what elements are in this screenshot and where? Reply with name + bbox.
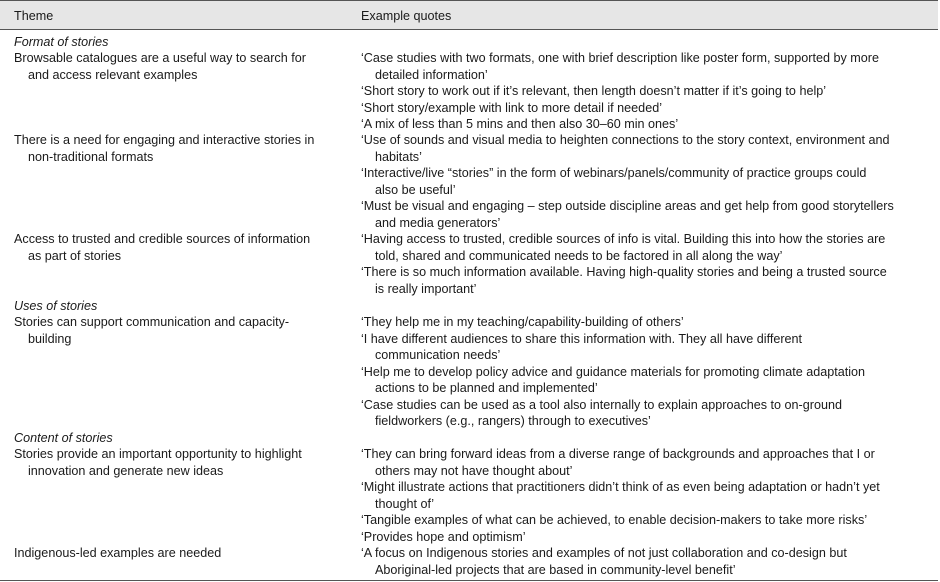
quote-text: ‘Must be visual and engaging – step outside discipline areas and get help from good storytellers [361,199,894,213]
quote [361,512,931,529]
quote [361,529,931,546]
quote-text: ‘I have different audiences to share this information with. They all have different [361,331,803,346]
quotes-column-header: Example quotes [361,9,452,23]
quote [361,50,931,83]
quote [361,314,931,331]
quote-text: ‘They can bring forward ideas from a diverse range of backgrounds and approaches that I or [361,447,875,461]
quote [361,397,931,430]
quote-text: ‘Tangible examples of what can be achieved, to enable decision-makers to take more risks’ [361,513,868,527]
quote-text: is really important’ [375,281,477,296]
quote-text: communication needs’ [375,348,501,362]
quote-text: ‘Short story to work out if it’s relevant, then length doesn’t matter if it’s going to help’ [361,84,827,98]
quote [361,132,931,165]
quote [361,331,931,364]
quote [361,446,931,479]
quote-text: ‘Case studies with two formats, one with brief description like poster form, supported by more [361,51,879,65]
quote-text: detailed information’ [375,67,488,82]
quote [361,545,931,578]
quote [361,83,931,100]
quote-text: fieldworkers (e.g., rangers) through to executives’ [375,414,651,428]
quote-text: and media generators’ [375,215,501,230]
quote-text: also be useful’ [375,182,456,197]
theme-text: Stories provide an important opportunity to highlight [14,447,302,461]
quote [361,264,931,297]
quote-text: ‘They help me in my teaching/capability-building of others’ [361,315,684,329]
quote-text: ‘Help me to develop policy advice and guidance materials for promoting climate adaptation [361,364,866,379]
quote-text: told, shared and communicated needs to be factored in all along the way’ [375,248,783,263]
quote [361,231,931,264]
quote [361,100,931,117]
quote-text: actions to be planned and implemented’ [375,381,598,395]
theme-text: as part of stories [28,248,122,263]
quote [361,479,931,512]
theme-text: non-traditional formats [28,149,154,164]
quote [361,165,931,198]
quote-text: thought of’ [375,496,435,511]
table-header [0,0,938,30]
quote-text: ‘A mix of less than 5 mins and then also 30–60 min ones’ [361,117,679,131]
section-title: Content of stories [14,431,113,445]
section-title: Uses of stories [14,299,98,313]
theme-text: and access relevant examples [28,67,198,82]
theme-text: Browsable catalogues are a useful way to search for [14,51,306,65]
quote-text: others may not have thought about’ [375,463,573,478]
theme-cell [14,446,344,479]
quote-text: ‘Provides hope and optimism’ [361,529,526,544]
theme-text: building [28,331,72,346]
quote-text: ‘Interactive/live “stories” in the form of webinars/panels/community of practice groups could [361,166,867,180]
quote-text: ‘Case studies can be used as a tool also internally to explain approaches to on-ground [361,397,842,412]
section-title: Format of stories [14,35,109,49]
quote [361,364,931,397]
theme-cell [14,50,344,83]
quote-text: ‘A focus on Indigenous stories and examples of not just collaboration and co-design but [361,546,847,560]
theme-cell [14,132,344,165]
quote-text: ‘Short story/example with link to more detail if needed’ [361,100,662,115]
theme-cell [14,231,344,264]
quote-text: ‘Use of sounds and visual media to heighten connections to the story context, environment and [361,133,890,147]
theme-cell [14,545,344,562]
quote-text: ‘Having access to trusted, credible sources of info is vital. Building this into how the stories are [361,232,886,246]
quote-text: habitats’ [375,149,422,164]
quote-text: Aboriginal-led projects that are based in community-level benefit’ [375,562,736,577]
theme-text: Stories can support communication and capacity- [14,315,290,329]
quote-text: ‘Might illustrate actions that practitioners didn’t think of as even being adaptation or hadn’t yet [361,480,880,494]
theme-column-header: Theme [14,9,54,23]
theme-cell [14,314,344,347]
theme-text: Indigenous-led examples are needed [14,546,222,560]
quote-text: ‘There is so much information available. Having high-quality stories and being a trusted source [361,265,887,279]
theme-text: innovation and generate new ideas [28,463,224,478]
theme-text: Access to trusted and credible sources of information [14,232,311,246]
quote [361,198,931,231]
theme-text: There is a need for engaging and interactive stories in [14,133,315,147]
quote [361,116,931,133]
